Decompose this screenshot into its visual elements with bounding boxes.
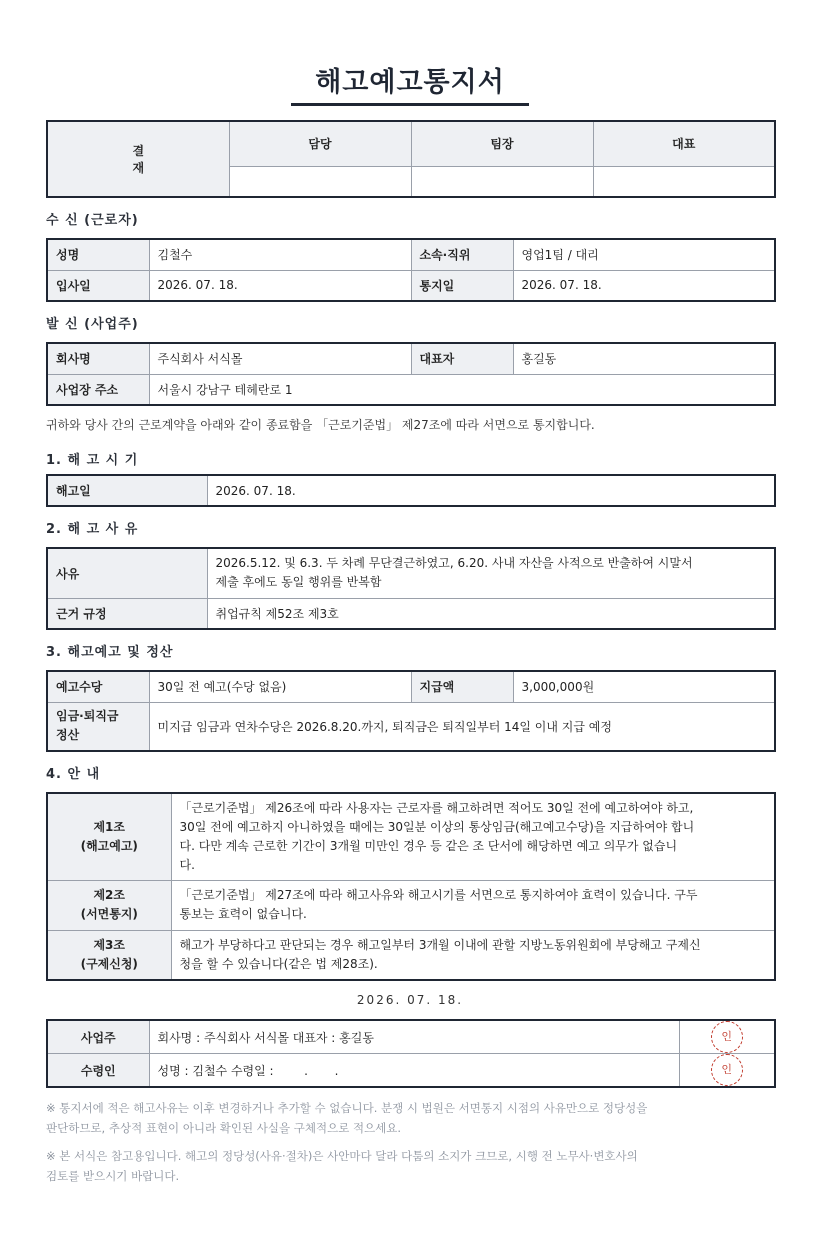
approval-sign-lead[interactable] [411, 166, 593, 197]
intro-text: 귀하와 당사 간의 근로계약을 아래와 같이 종료함을 「근로기준법」 제27조에 따라 서면으로 통지합니다. [46, 417, 595, 432]
article-1-text: 「근로기준법」 제26조에 따라 사용자는 근로자를 해고하려면 적어도 30일 전에 예고하여야 하고, 30일 전에 예고하지 아니하였을 때에는 30일분 이상의 통상임금(해고예고수당)을 지급하여야 합니 다. 다만 계속 근로한 기간이 3개월 미만인 경우 등 같은 조 단서에 해당하면 예고 의무가 없습니 다. [171, 793, 775, 880]
receiver-heading: 수 신 (근로자) [46, 212, 139, 228]
settlement-table [46, 670, 776, 752]
s2-section [46, 507, 774, 547]
notice-pay-label: 예고수당 [47, 671, 149, 702]
employer-value: 회사명 : 주식회사 서식몰 대표자 : 홍길동 [149, 1020, 679, 1054]
receiver-section [46, 198, 774, 238]
receiver-table [46, 238, 776, 302]
s1-section [46, 442, 774, 474]
article-2-text: 「근로기준법」 제27조에 따라 해고사유와 해고시기를 서면으로 통지하여야 효력이 있습니다. 구두 통보는 효력이 없습니다. [171, 880, 775, 930]
sender-table [46, 342, 776, 406]
sender-heading: 발 신 (사업주) [46, 316, 139, 332]
note-1: ※ 통지서에 적은 해고사유는 이후 변경하거나 추가할 수 없습니다. 분쟁 시 법원은 서면통지 시점의 사유만으로 정당성을 판단하므로, 추상적 표현이 아니라 확인된 사실을 구체적으로 적으세요. [46, 1101, 648, 1135]
s3-section [46, 630, 774, 670]
employer-seal-icon: 인 [711, 1021, 743, 1053]
article-2-title: 제2조 (서면통지) [47, 880, 171, 930]
signature-table [46, 1019, 776, 1088]
dept-label: 소속·직위 [411, 239, 513, 270]
settlement-label: 임금·퇴직금 정산 [47, 702, 149, 751]
article-1-title: 제1조 (해고예고) [47, 793, 171, 880]
amount-value: 3,000,000원 [513, 671, 775, 702]
s4-section [46, 752, 774, 792]
notice-date-label: 통지일 [411, 270, 513, 301]
settlement-value: 미지급 임금과 연차수당은 2026.8.20.까지, 퇴직금은 퇴직일부터 14일 이내 지급 예정 [149, 702, 775, 751]
sign-date-row [46, 981, 774, 1019]
intro-row [46, 406, 774, 442]
employer-label: 사업주 [47, 1020, 149, 1054]
s1-heading: 1. 해 고 시 기 [46, 452, 139, 468]
guide-table [46, 792, 776, 981]
reason-value: 2026.5.12. 및 6.3. 두 차례 무단결근하였고, 6.20. 사내 자산을 사적으로 반출하여 시말서 제출 후에도 동일 행위를 반복함 [207, 548, 775, 598]
ceo-value: 홍길동 [513, 343, 775, 374]
receiver-sign-value: 성명 : 김철수 수령일 : . . [149, 1054, 679, 1088]
receiver-seal-cell[interactable] [679, 1054, 775, 1088]
s4-heading: 4. 안 내 [46, 766, 101, 782]
reason-label: 사유 [47, 548, 207, 598]
sender-section [46, 302, 774, 342]
approval-col-staff: 담당 [229, 121, 411, 166]
employer-seal-cell[interactable] [679, 1020, 775, 1054]
s2-heading: 2. 해 고 사 유 [46, 521, 139, 537]
dismissal-date-value: 2026. 07. 18. [207, 475, 775, 506]
receiver-sign-label: 수령인 [47, 1054, 149, 1088]
rule-label: 근거 규정 [47, 598, 207, 629]
article-3-title: 제3조 (구제신청) [47, 930, 171, 980]
approval-table [46, 120, 776, 198]
dismissal-date-label: 해고일 [47, 475, 207, 506]
ceo-label: 대표자 [411, 343, 513, 374]
amount-label: 지급액 [411, 671, 513, 702]
article-3-text: 해고가 부당하다고 판단되는 경우 해고일부터 3개월 이내에 관할 지방노동위원회에 부당해고 구제신 청을 할 수 있습니다(같은 법 제28조). [171, 930, 775, 980]
s3-heading: 3. 해고예고 및 정산 [46, 644, 174, 660]
name-value: 김철수 [149, 239, 411, 270]
receiver-seal-icon: 인 [711, 1054, 743, 1086]
note-2: ※ 본 서식은 참고용입니다. 해고의 정당성(사유·절차)은 사안마다 달라 다툼의 소지가 크므로, 시행 전 노무사·변호사의 검토를 받으시기 바랍니다. [46, 1149, 638, 1183]
sign-date: 2026. 07. 18. [356, 993, 464, 1007]
approval-col-lead: 팀장 [411, 121, 593, 166]
approval-sign-ceo[interactable] [593, 166, 775, 197]
rule-value: 취업규칙 제52조 제3호 [207, 598, 775, 629]
address-value: 서울시 강남구 테헤란로 1 [149, 374, 775, 405]
company-label: 회사명 [47, 343, 149, 374]
approval-col-ceo: 대표 [593, 121, 775, 166]
name-label: 성명 [47, 239, 149, 270]
company-value: 주식회사 서식몰 [149, 343, 411, 374]
page-title: 해고예고통지서 [291, 60, 529, 106]
title-area [46, 0, 774, 104]
approval-sign-staff[interactable] [229, 166, 411, 197]
join-label: 입사일 [47, 270, 149, 301]
notice-date-value: 2026. 07. 18. [513, 270, 775, 301]
dismissal-date-table [46, 474, 776, 507]
notice-page [46, 0, 774, 1186]
notice-pay-value: 30일 전 예고(수당 없음) [149, 671, 411, 702]
approval-label: 결 재 [47, 121, 229, 197]
reason-table [46, 547, 776, 630]
join-value: 2026. 07. 18. [149, 270, 411, 301]
dept-value: 영업1팀 / 대리 [513, 239, 775, 270]
address-label: 사업장 주소 [47, 374, 149, 405]
